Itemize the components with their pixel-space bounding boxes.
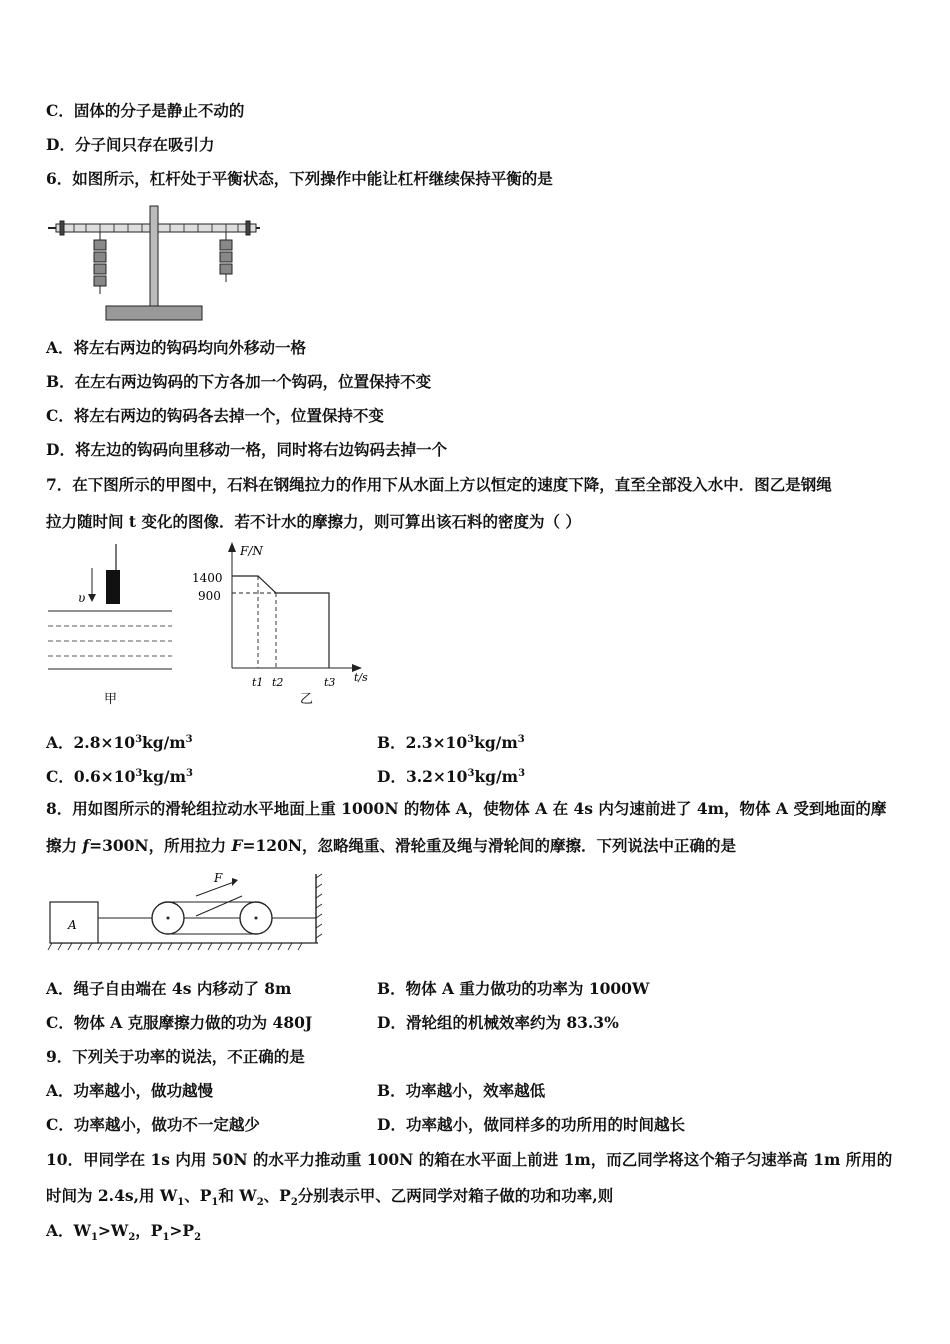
q7-d-unit-exp: 3 bbox=[518, 768, 526, 779]
q10-a-s2: 2 bbox=[128, 1232, 136, 1244]
q7-a-exp: 3 bbox=[135, 734, 143, 745]
q6-option-d: D．将左边的钩码向里移动一格，同时将右边钩码去掉一个 bbox=[46, 440, 447, 459]
x-tick-t2: t2 bbox=[272, 676, 284, 689]
left-hook-weights bbox=[94, 232, 106, 294]
y-tick-1400: 1400 bbox=[192, 571, 223, 585]
right-hook-weights bbox=[220, 232, 232, 282]
q7-c-prefix: C．0.6×10 bbox=[46, 767, 136, 787]
water-lines bbox=[48, 626, 172, 656]
q7-d-exp: 3 bbox=[467, 768, 475, 779]
q8-stem2-F: F bbox=[231, 836, 243, 855]
q10-a-t1: A．W bbox=[46, 1221, 91, 1240]
q7-a-unit-exp: 3 bbox=[185, 734, 193, 745]
q9-option-c: C．功率越小，做功不一定越少 bbox=[46, 1115, 260, 1134]
figure-jia-caption: 甲 bbox=[104, 692, 118, 707]
figure-yi-graph bbox=[186, 540, 376, 710]
y-axis-label: F/N bbox=[240, 544, 263, 558]
q8-stem2-part-c: =120N，忽略绳重、滑轮重及绳与滑轮间的摩擦．下列说法中正确的是 bbox=[242, 836, 737, 855]
x-tick-t3: t3 bbox=[324, 676, 336, 689]
q9-option-b: B．功率越小，效率越低 bbox=[377, 1081, 546, 1100]
q9-option-d: D．功率越小，做同样多的功所用的时间越长 bbox=[377, 1115, 685, 1134]
q7-d-prefix: D．3.2×10 bbox=[377, 767, 468, 787]
q10-a-s1: 1 bbox=[90, 1232, 98, 1244]
q6-option-b: B．在左右两边钩码的下方各加一个钩码，位置保持不变 bbox=[46, 372, 432, 391]
q10-s2-t3: 和 W bbox=[218, 1186, 257, 1205]
q10-s2-s1: 1 bbox=[177, 1197, 185, 1209]
x-axis-label: t/s bbox=[354, 671, 368, 684]
q8-stem-line1: 8．用如图所示的滑轮组拉动水平地面上重 1000N 的物体 A，使物体 A 在 4s 内匀速前进了 4m，物体 A 受到地面的摩 bbox=[46, 799, 887, 818]
q8-option-d: D．滑轮组的机械效率约为 83.3% bbox=[377, 1013, 619, 1032]
y-tick-900: 900 bbox=[198, 589, 221, 603]
q7-c-exp: 3 bbox=[135, 768, 143, 779]
x-tick-t1: t1 bbox=[252, 676, 264, 689]
q7-b-unit: kg/m bbox=[474, 733, 518, 753]
q10-s2-t1: 时间为 2.4s,用 W bbox=[46, 1186, 178, 1205]
q10-s2-s4: 2 bbox=[290, 1197, 298, 1209]
q10-option-a bbox=[46, 1221, 201, 1248]
q7-option-a bbox=[46, 730, 193, 753]
q7-b-exp: 3 bbox=[467, 734, 475, 745]
lever-stand bbox=[106, 206, 202, 320]
stone-block bbox=[106, 570, 120, 604]
q5-option-d: D．分子间只存在吸引力 bbox=[46, 135, 215, 154]
q6-option-a: A．将左右两边的钩码均向外移动一格 bbox=[46, 338, 307, 357]
q7-a-unit: kg/m bbox=[142, 733, 186, 753]
q10-s2-s2: 1 bbox=[211, 1197, 219, 1209]
q9-option-a: A．功率越小，做功越慢 bbox=[46, 1081, 214, 1100]
q10-stem-line2 bbox=[46, 1186, 613, 1213]
q8-stem2-part-a: 擦力 bbox=[46, 836, 83, 855]
q6-stem: 6．如图所示，杠杆处于平衡状态，下列操作中能让杠杆继续保持平衡的是 bbox=[46, 169, 553, 188]
q7-c-unit-exp: 3 bbox=[185, 768, 193, 779]
figure-yi-caption: 乙 bbox=[300, 692, 314, 707]
q10-s2-s3: 2 bbox=[256, 1197, 264, 1209]
velocity-label: υ bbox=[78, 591, 86, 605]
force-curve bbox=[232, 576, 329, 668]
q10-a-t4: >P bbox=[169, 1221, 195, 1240]
q7-stem-line2: 拉力随时间 t 变化的图像．若不计水的摩擦力，则可算出该石料的密度为（ ） bbox=[46, 512, 581, 531]
q8-stem2-part-b: =300N，所用拉力 bbox=[89, 836, 232, 855]
q10-s2-t2: 、P bbox=[184, 1186, 212, 1205]
q5-option-c: C．固体的分子是静止不动的 bbox=[46, 101, 245, 120]
q8-option-c: C．物体 A 克服摩擦力做的功为 480J bbox=[46, 1013, 313, 1032]
q7-option-d bbox=[377, 764, 525, 787]
q7-a-prefix: A．2.8×10 bbox=[46, 733, 136, 753]
q10-a-s3: 1 bbox=[162, 1232, 170, 1244]
block-a-label: A bbox=[68, 918, 77, 932]
q7-b-prefix: B．2.3×10 bbox=[377, 733, 468, 753]
q8-option-a: A．绳子自由端在 4s 内移动了 8m bbox=[46, 979, 292, 998]
q7-d-unit: kg/m bbox=[474, 767, 519, 787]
q9-stem: 9．下列关于功率的说法，不正确的是 bbox=[46, 1047, 305, 1066]
ground-hatching bbox=[48, 943, 302, 950]
q7-stem-line1: 7．在下图所示的甲图中，石料在钢绳拉力的作用下从水面上方以恒定的速度下降，直至全部没入水中．图乙是钢绳 bbox=[46, 475, 832, 494]
q6-option-c: C．将左右两边的钩码各去掉一个，位置保持不变 bbox=[46, 406, 384, 425]
q10-s2-t4: 、P bbox=[263, 1186, 291, 1205]
q10-a-t3: ，P bbox=[135, 1221, 163, 1240]
lever-figure bbox=[46, 200, 262, 324]
q7-option-b bbox=[377, 730, 525, 753]
q8-stem-line2 bbox=[46, 836, 736, 856]
figure-jia bbox=[46, 540, 176, 710]
pull-rope bbox=[196, 896, 242, 916]
pulley-figure bbox=[46, 868, 326, 954]
q10-stem-line1: 10．甲同学在 1s 内用 50N 的水平力推动重 100N 的箱在水平面上前进 1m，而乙同学将这个箱子匀速举高 1m 所用的 bbox=[46, 1150, 893, 1169]
q10-a-s4: 2 bbox=[194, 1232, 202, 1244]
q7-b-unit-exp: 3 bbox=[517, 734, 525, 745]
guide-lines bbox=[232, 576, 276, 668]
force-label: F bbox=[214, 871, 223, 885]
q10-a-t2: >W bbox=[97, 1221, 129, 1240]
q8-stem2-f: f bbox=[82, 836, 90, 855]
q8-option-b: B．物体 A 重力做功的功率为 1000W bbox=[377, 979, 650, 998]
q10-s2-t5: 分别表示甲、乙两同学对箱子做的功和功率,则 bbox=[297, 1186, 614, 1205]
q7-c-unit: kg/m bbox=[142, 767, 186, 787]
q7-option-c bbox=[46, 764, 193, 787]
